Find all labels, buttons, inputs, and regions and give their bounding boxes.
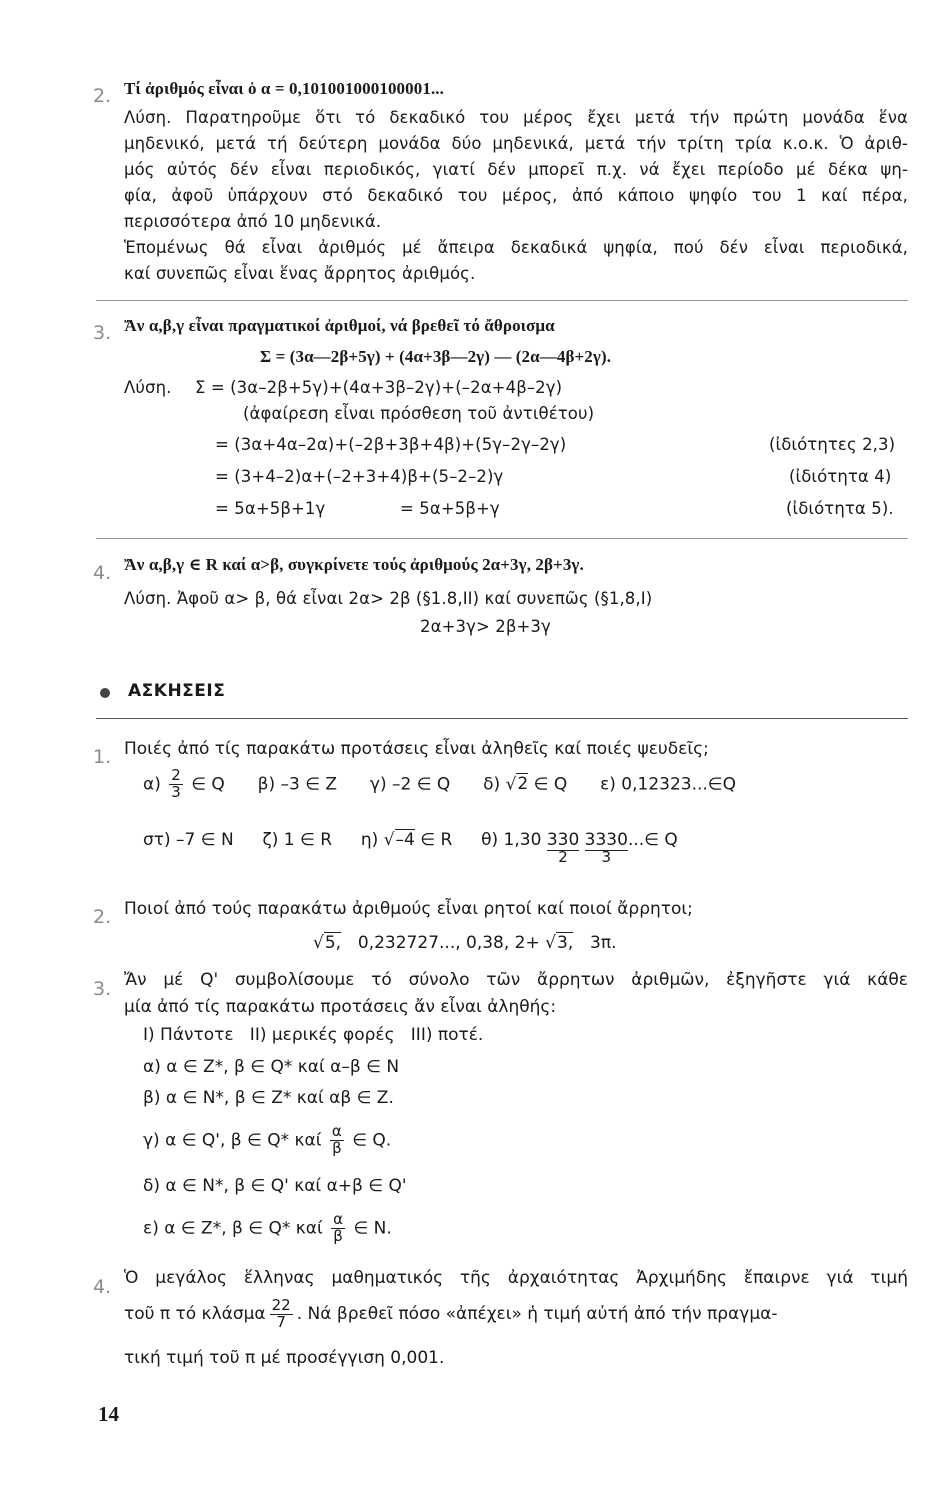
fraction-denominator: 7 xyxy=(276,1312,286,1331)
fraction xyxy=(270,1298,293,1331)
radicand: 5, xyxy=(324,933,342,953)
item-text: τοῦ π τό κλάσμα xyxy=(124,1304,266,1325)
exercise-3-line: Ἄν μέ Q' συμβολίσουμε τό σύνολο τῶν ἄρρητων ἀριθμῶν, ἐξηγῆστε γιά κάθε xyxy=(124,970,908,990)
exercise-3-item xyxy=(143,1212,392,1245)
exercise-2-numbers xyxy=(313,933,617,953)
item-text: ...∈ Q xyxy=(627,830,678,850)
solution-step: = 5α+5β+1γ xyxy=(215,499,326,518)
exercise-3-options: I) Πάντοτε II) μερικές φορές III) ποτέ. xyxy=(143,1025,484,1045)
radicand: 2 xyxy=(517,774,529,795)
exercise-4-line: Ὁ μεγάλος ἕλληνας μαθηματικός τῆς ἀρχαιότητας Ἀρχιμήδης ἔπαιρνε γιά τιμή xyxy=(124,1268,908,1288)
sqrt-icon: √ xyxy=(313,933,324,953)
exercise-1-row1 xyxy=(143,768,736,801)
problem-3-number: 3. xyxy=(93,322,112,344)
number-list: 3π. xyxy=(590,933,617,953)
solution-note: (ἀφαίρεση εἶναι πρόσθεση τοῦ ἀντιθέτου) xyxy=(243,404,595,423)
item-text: ∈ R xyxy=(420,830,453,850)
period-group xyxy=(546,830,580,866)
item-text: ε) α ∈ Z*, β ∈ Q* καί xyxy=(143,1218,323,1239)
item-text: ∈ N. xyxy=(353,1218,392,1239)
fraction xyxy=(331,1212,345,1245)
item-text: γ) α ∈ Q', β ∈ Q* καί xyxy=(143,1130,322,1151)
item-text: . Νά βρεθεῖ πόσο «ἀπέχει» ἡ τιμή αὐτή ἀπό τήν πραγμα- xyxy=(296,1304,778,1325)
property-reference: (ἰδιότητα 5). xyxy=(786,499,894,518)
fraction-denominator: 3 xyxy=(171,782,181,801)
item-label: θ) 1,30 xyxy=(481,830,542,850)
period-digits: 3330 xyxy=(584,830,628,850)
fraction-numerator: 22 xyxy=(271,1296,291,1314)
fraction xyxy=(169,768,183,801)
solution-step: = (3+4–2)α+(–2+3+4)β+(5–2–2)γ xyxy=(215,467,504,486)
number-list: 0,232727..., 0,38, 2+ xyxy=(357,933,540,953)
period-group xyxy=(584,830,628,866)
item-text: γ) –2 ∈ Q xyxy=(369,774,451,795)
exercise-2-number: 2. xyxy=(93,906,112,928)
problem-2-line: περισσότερα ἀπό 10 μηδενικά. xyxy=(124,212,382,231)
page-number: 14 xyxy=(98,1402,119,1426)
problem-4-number: 4. xyxy=(93,562,112,584)
item-text: ∈ Q. xyxy=(352,1130,392,1151)
problem-2-line: μός αὐτός δέν εἶναι περιοδικός, γιατί δέν μπορεῖ π.χ. νά ἔχει περίοδο μέ δέκα ψη- xyxy=(124,160,908,179)
exercise-3-item: α) α ∈ Z*, β ∈ Q* καί α–β ∈ N xyxy=(143,1057,400,1077)
radicand: 3, xyxy=(557,933,574,953)
exercise-2-question: Ποιοί ἀπό τούς παρακάτω ἀριθμούς εἶναι ρητοί καί ποιοί ἄρρητοι; xyxy=(124,899,693,919)
item-text: β) –3 ∈ Z xyxy=(257,774,338,795)
property-reference: (ἰδιότητα 4) xyxy=(789,467,892,486)
exercise-1-number: 1. xyxy=(93,746,112,768)
problem-2-number: 2. xyxy=(93,85,112,107)
item-text: ε) 0,12323...∈Q xyxy=(600,774,736,795)
fraction-numerator: α xyxy=(331,1122,342,1140)
exercise-3-item: δ) α ∈ N*, β ∈ Q' καί α+β ∈ Q' xyxy=(143,1176,407,1196)
problem-2-line: Ἑπομένως θά εἶναι ἀριθμός μέ ἄπειρα δεκαδικά ψηφία, πού δέν εἶναι περιοδικά, xyxy=(124,238,908,257)
problem-4-title: Ἄν α,β,γ ∈ R καί α>β, συγκρίνετε τούς ἀριθμούς 2α+3γ, 2β+3γ. xyxy=(124,555,584,574)
exercises-heading: ΑΣΚΗΣΕΙΣ xyxy=(128,681,226,701)
fraction-numerator: α xyxy=(333,1210,344,1228)
problem-3-formula: Σ = (3α—2β+5γ) + (4α+3β—2γ) — (2α—4β+2γ). xyxy=(260,347,612,366)
fraction-denominator: β xyxy=(332,1138,342,1157)
sqrt-icon: √ xyxy=(505,774,517,795)
property-reference: (ἰδιότητες 2,3) xyxy=(769,435,896,454)
exercise-1-question: Ποιές ἀπό τίς παρακάτω προτάσεις εἶναι ἀληθεῖς καί ποιές ψευδεῖς; xyxy=(124,739,709,759)
period-length: 2 xyxy=(558,848,568,866)
exercises-rule xyxy=(96,718,908,719)
exercise-4-line xyxy=(124,1298,908,1331)
problem-4-result: 2α+3γ> 2β+3γ xyxy=(420,617,551,636)
item-label: α) xyxy=(143,774,161,795)
exercise-3-item: β) α ∈ N*, β ∈ Z* καί αβ ∈ Z. xyxy=(143,1088,394,1108)
radicand: –4 xyxy=(395,830,415,850)
separator-rule xyxy=(96,538,908,539)
solution-label: Λύση. xyxy=(124,378,172,397)
problem-3-title: Ἄν α,β,γ εἶναι πραγματικοί ἀριθμοί, νά βρεθεῖ τό ἄθροισμα xyxy=(124,316,555,335)
fraction-denominator: β xyxy=(333,1226,343,1245)
item-text: ∈ Q xyxy=(191,774,225,795)
sqrt-icon: √ xyxy=(545,933,556,953)
exercise-3-number: 3. xyxy=(93,978,112,1000)
section-bullet-icon xyxy=(100,688,110,698)
problem-2-line: καί συνεπῶς εἶναι ἕνας ἄρρητος ἀριθμός. xyxy=(124,264,476,283)
problem-4-solution: Λύση. Ἀφοῦ α> β, θά εἶναι 2α> 2β (§1.8,II) καί συνεπῶς (§1,8,I) xyxy=(124,589,653,608)
problem-2-line: Λύση. Παρατηροῦμε ὅτι τό δεκαδικό του μέρος ἔχει μετά τήν πρώτη μονάδα ἕνα xyxy=(124,108,908,127)
period-length: 3 xyxy=(601,848,612,866)
problem-2-line: φία, ἀφοῦ ὑπάρχουν στό δεκαδικό του μέρος, ἀπό κάποιο ψηφίο του 1 καί πέρα, xyxy=(124,186,908,205)
exercise-4-number: 4. xyxy=(93,1276,112,1298)
problem-2-line: μηδενικό, μετά τή δεύτερη μονάδα δύο μηδενικά, μετά τήν τρίτη τρία κ.ο.κ. Ὁ ἀριθ- xyxy=(124,134,908,153)
problem-2-title: Τί ἀριθμός εἶναι ὁ α = 0,101001000100001... xyxy=(124,79,445,98)
solution-step: Σ = (3α–2β+5γ)+(4α+3β–2γ)+(–2α+4β–2γ) xyxy=(195,378,563,397)
separator-rule xyxy=(96,300,908,301)
period-digits: 330 xyxy=(546,830,580,850)
solution-step: = 5α+5β+γ xyxy=(400,499,500,518)
fraction-numerator: 2 xyxy=(171,766,181,784)
item-label: η) xyxy=(360,830,379,850)
exercise-3-line: μία ἀπό τίς παρακάτω προτάσεις ἄν εἶναι ἀληθής: xyxy=(124,997,557,1017)
exercise-4-line: τική τιμή τοῦ π μέ προσέγγιση 0,001. xyxy=(124,1348,445,1368)
item-label: δ) xyxy=(483,774,501,795)
solution-step: = (3α+4α–2α)+(–2β+3β+4β)+(5γ–2γ–2γ) xyxy=(215,435,567,454)
exercise-1-row2 xyxy=(143,830,678,866)
item-text: ∈ Q xyxy=(533,774,568,795)
sqrt-icon: √ xyxy=(383,830,395,850)
fraction xyxy=(330,1124,344,1157)
item-text: στ) –7 ∈ N xyxy=(143,830,234,850)
item-text: ζ) 1 ∈ R xyxy=(262,830,333,850)
exercise-3-item xyxy=(143,1124,391,1157)
